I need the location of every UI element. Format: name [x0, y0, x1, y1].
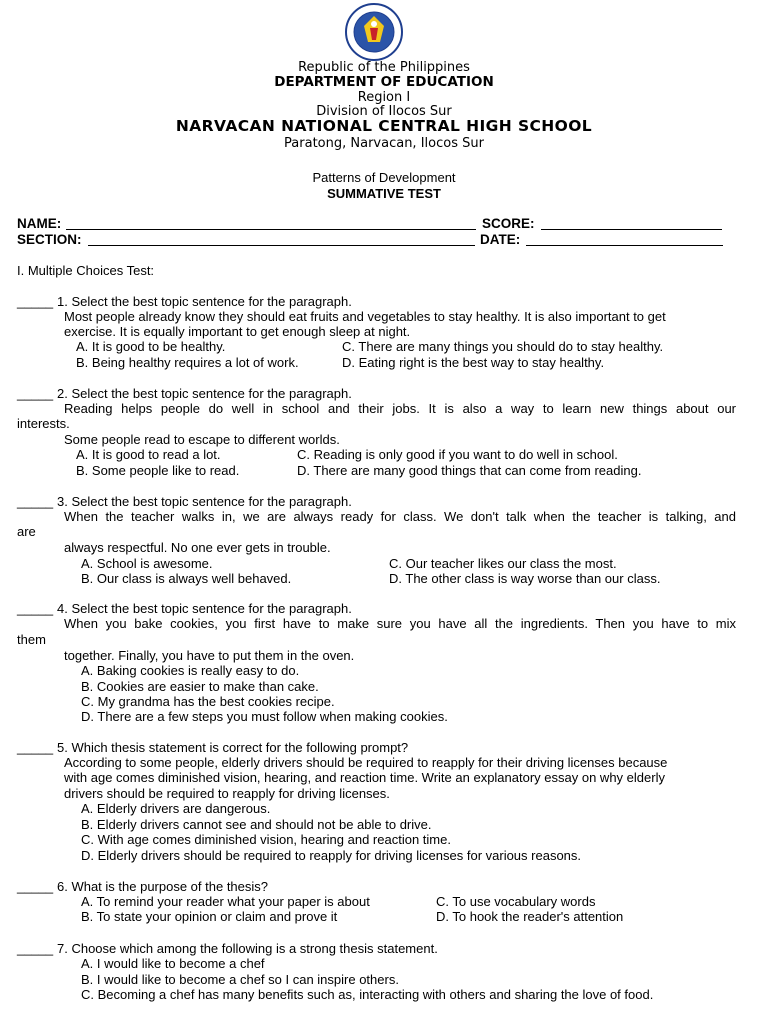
passage-line: According to some people, elderly drivers should be required to reapply for their driving licenses because	[64, 755, 668, 770]
passage-line: Reading helps people do well in school and their jobs. It is also a way to learn new things about our	[64, 401, 736, 416]
deped-seal-logo	[340, 2, 408, 62]
department-line: DEPARTMENT OF EDUCATION	[274, 74, 494, 90]
republic-line: Republic of the Philippines	[298, 60, 470, 75]
name-label: NAME:	[17, 216, 62, 231]
division-line: Division of Ilocos Sur	[316, 104, 452, 119]
choice-d[interactable]: D. The other class is way worse than our class.	[389, 571, 661, 586]
choice-a[interactable]: A. School is awesome.	[81, 556, 213, 571]
passage-line: are	[17, 524, 36, 539]
date-label: DATE:	[480, 232, 521, 247]
choice-a[interactable]: A. Baking cookies is really easy to do.	[81, 663, 300, 678]
answer-blank[interactable]: _____	[17, 740, 54, 755]
choice-c[interactable]: C. Reading is only good if you want to do well in school.	[297, 447, 618, 462]
question-stem: 6. What is the purpose of the thesis?	[57, 879, 269, 894]
passage-line: Most people already know they should eat fruits and vegetables to stay healthy. It is also important to get	[64, 309, 666, 324]
choice-b[interactable]: B. Being healthy requires a lot of work.	[76, 355, 299, 370]
region-line: Region I	[357, 90, 411, 105]
choice-b[interactable]: B. Elderly drivers cannot see and should not be able to drive.	[81, 817, 432, 832]
choice-a[interactable]: A. It is good to be healthy.	[76, 339, 226, 354]
score-field[interactable]	[541, 217, 722, 230]
test-title: SUMMATIVE TEST	[327, 186, 441, 201]
name-field[interactable]	[66, 217, 476, 230]
choice-b[interactable]: B. Our class is always well behaved.	[81, 571, 292, 586]
choice-d[interactable]: D. There are a few steps you must follow when making cookies.	[81, 709, 448, 724]
passage-line: drivers should be required to reapply for driving licenses.	[64, 786, 390, 801]
passage-line: When you bake cookies, you first have to make sure you have all the ingredients. Then you have to mix	[64, 616, 736, 631]
passage-line: exercise. It is equally important to get enough sleep at night.	[64, 324, 411, 339]
passage-line: interests.	[17, 416, 70, 431]
answer-blank[interactable]: _____	[17, 294, 54, 309]
question-stem: 7. Choose which among the following is a strong thesis statement.	[57, 941, 438, 956]
section-field[interactable]	[88, 233, 475, 246]
choice-b[interactable]: B. Cookies are easier to make than cake.	[81, 679, 319, 694]
choice-a[interactable]: A. Elderly drivers are dangerous.	[81, 801, 271, 816]
choice-c[interactable]: C. To use vocabulary words	[436, 894, 596, 909]
passage-line: Some people read to escape to different worlds.	[64, 432, 340, 447]
question-stem: 3. Select the best topic sentence for the paragraph.	[57, 494, 352, 509]
passage-line: together. Finally, you have to put them in the oven.	[64, 648, 355, 663]
section-title: I. Multiple Choices Test:	[17, 263, 155, 278]
score-label: SCORE:	[482, 216, 535, 231]
question-stem: 1. Select the best topic sentence for the paragraph.	[57, 294, 352, 309]
question-stem: 2. Select the best topic sentence for the paragraph.	[57, 386, 352, 401]
passage-line: them	[17, 632, 46, 647]
choice-c[interactable]: C. Becoming a chef has many benefits such as, interacting with others and sharing the love of food.	[81, 987, 654, 1002]
date-field[interactable]	[526, 233, 723, 246]
question-stem: 4. Select the best topic sentence for the paragraph.	[57, 601, 352, 616]
choice-d[interactable]: D. To hook the reader's attention	[436, 909, 624, 924]
choice-d[interactable]: D. There are many good things that can come from reading.	[297, 463, 642, 478]
choice-c[interactable]: C. Our teacher likes our class the most.	[389, 556, 617, 571]
question-stem: 5. Which thesis statement is correct for the following prompt?	[57, 740, 409, 755]
choice-d[interactable]: D. Eating right is the best way to stay healthy.	[342, 355, 605, 370]
choice-c[interactable]: C. My grandma has the best cookies recipe.	[81, 694, 335, 709]
answer-blank[interactable]: _____	[17, 386, 54, 401]
passage-line: When the teacher walks in, we are always ready for class. We don't talk when the teacher is talking, and	[64, 509, 736, 524]
passage-line: with age comes diminished vision, hearing, and reaction time. Write an explanatory essay on why elderly	[64, 770, 665, 785]
answer-blank[interactable]: _____	[17, 601, 54, 616]
choice-b[interactable]: B. To state your opinion or claim and prove it	[81, 909, 338, 924]
choice-c[interactable]: C. There are many things you should do to stay healthy.	[342, 339, 664, 354]
answer-blank[interactable]: _____	[17, 941, 54, 956]
choice-a[interactable]: A. I would like to become a chef	[81, 956, 265, 971]
test-subject: Patterns of Development	[312, 170, 456, 185]
choice-b[interactable]: B. Some people like to read.	[76, 463, 240, 478]
section-label: SECTION:	[17, 232, 82, 247]
choice-d[interactable]: D. Elderly drivers should be required to reapply for driving licenses for various reasons.	[81, 848, 582, 863]
school-address: Paratong, Narvacan, Ilocos Sur	[284, 136, 484, 151]
choice-a[interactable]: A. To remind your reader what your paper is about	[81, 894, 370, 909]
choice-a[interactable]: A. It is good to read a lot.	[76, 447, 221, 462]
school-name: NARVACAN NATIONAL CENTRAL HIGH SCHOOL	[175, 117, 593, 135]
choice-c[interactable]: C. With age comes diminished vision, hearing and reaction time.	[81, 832, 451, 847]
passage-line: always respectful. No one ever gets in trouble.	[64, 540, 331, 555]
choice-b[interactable]: B. I would like to become a chef so I can inspire others.	[81, 972, 399, 987]
answer-blank[interactable]: _____	[17, 494, 54, 509]
answer-blank[interactable]: _____	[17, 879, 54, 894]
